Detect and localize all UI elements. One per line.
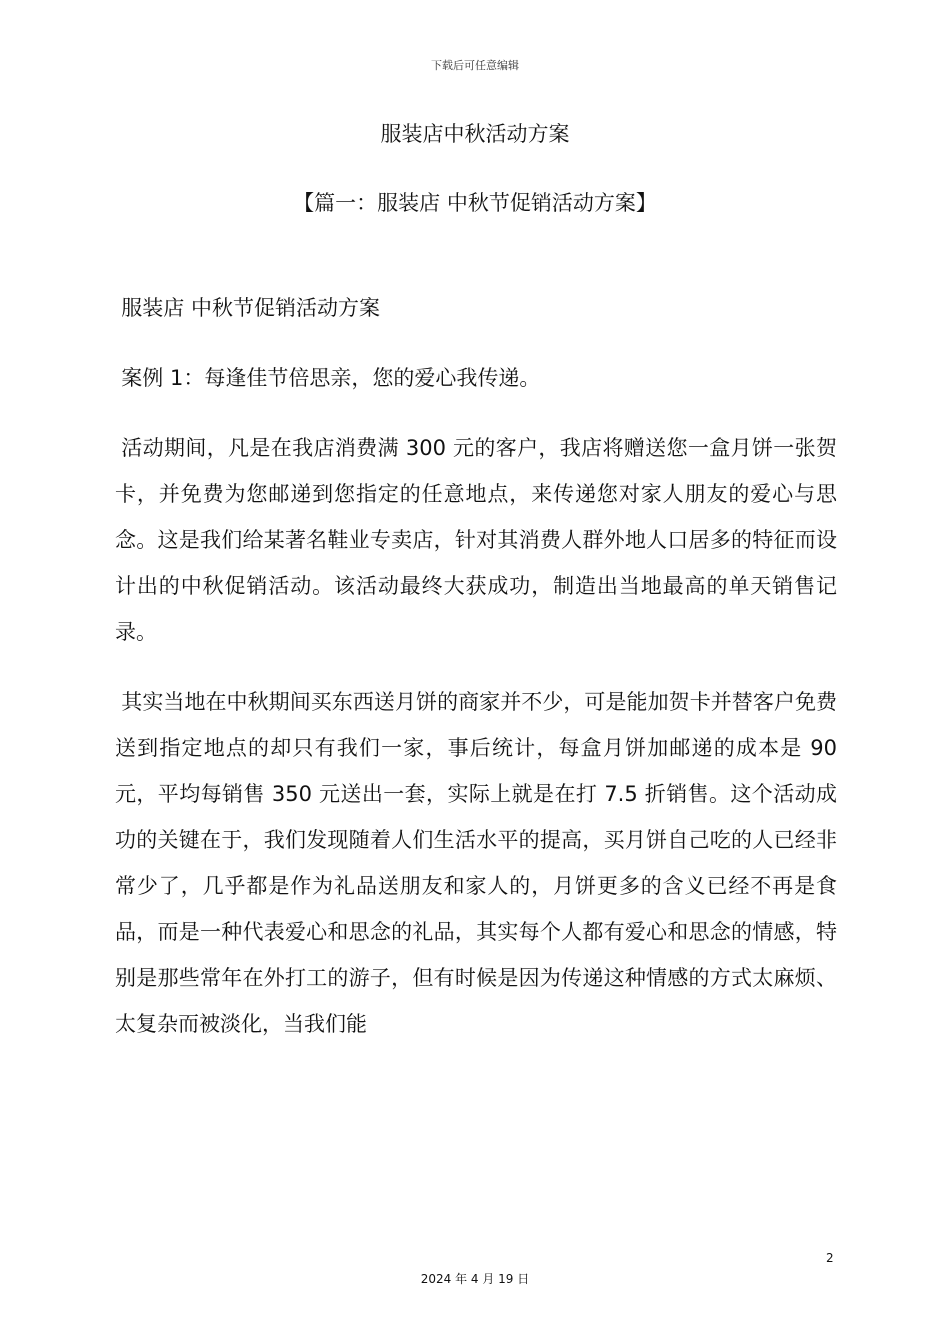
section-heading: 服装店 中秋节促销活动方案 [121,296,380,320]
body-paragraph: 其实当地在中秋期间买东西送月饼的商家并不少，可是能加贺卡并替客户免费送到指定地点的却只有我们一家，事后统计，每盒月饼加邮递的成本是 90 元，平均每销售 350 元送出一套，实际上就是在打 7.5 折销售。这个活动成功的关键在于，我们发现随着人们生活水平的提高，买月饼自己吃的人已经非常少了，几乎都是作为礼品送朋友和家人的，月饼更多的含义已经不再是食品，而是一种代表爱心和思念的礼品，其实每个人都有爱心和思念的情感，特别是那些常年在外打工的游子，但有时候是因为传递这种情感的方式太麻烦、太复杂而被淡化，当我们能 [115,690,837,1036]
document-title: 服装店中秋活动方案 [380,122,570,146]
document-subtitle: 【篇一：服装店 中秋节促销活动方案】 [293,191,657,215]
page-footer-date: 2024 年 4 月 19 日 [420,1272,530,1286]
body-paragraph: 活动期间，凡是在我店消费满 300 元的客户，我店将赠送您一盒月饼一张贺卡，并免费为您邮递到您指定的任意地点，来传递您对家人朋友的爱心与思念。这是我们给某著名鞋业专卖店，针对其消费人群外地人口居多的特征而设计出的中秋促销活动。该活动最终大获成功，制造出当地最高的单天销售记录。 [115,436,837,644]
page-header-note: 下载后可任意编辑 [431,59,519,72]
document-body [115,285,837,1071]
case-heading: 案例 1：每逢佳节倍思亲，您的爱心我传递。 [121,366,541,390]
page-number: 2 [826,1251,834,1265]
